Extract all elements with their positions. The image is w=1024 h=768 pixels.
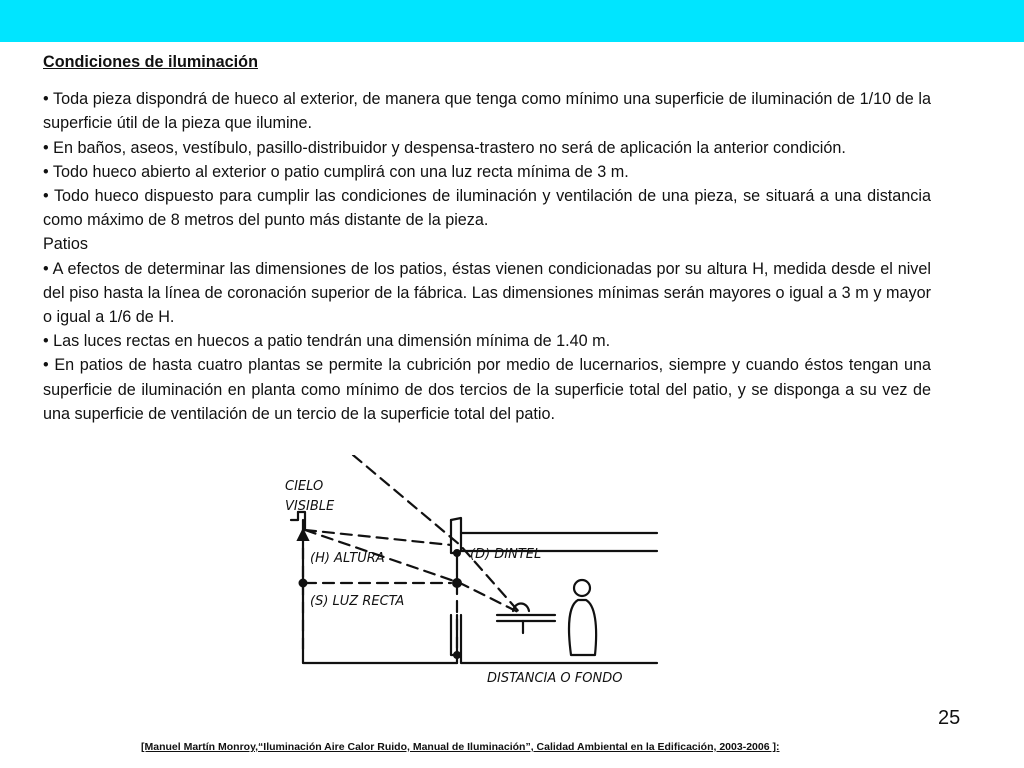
bullet-paragraph: • En baños, aseos, vestíbulo, pasillo-distribuidor y despensa-trastero no será de aplicación la anterior condición. [43, 138, 846, 157]
bullet-paragraph: • Todo hueco abierto al exterior o patio cumplirá con una luz recta mínima de 3 m. [43, 162, 629, 181]
page-number: 25 [938, 707, 961, 729]
label-cielo: CIELO [285, 479, 324, 494]
label-luz-recta: (S) LUZ RECTA [310, 594, 405, 609]
label-altura: (H) ALTURA [310, 551, 385, 566]
top-banner [0, 0, 1024, 42]
ground-line [303, 520, 457, 663]
lighting-diagram-sketch [265, 455, 665, 685]
bullet-paragraph: • A efectos de determinar las dimensiones de los patios, éstas vienen condicionadas por su altura H, medida desde el nivel del piso hasta la línea de coronación superior de la fábrica. Las dimensiones mínimas serán mayores o igual a 3 m y mayor o igual a 1/6 de H. [43, 259, 931, 327]
sketch-drawing [265, 455, 665, 685]
bullet-paragraph: • Todo hueco dispuesto para cumplir las condiciones de iluminación y ventilación de una pieza, se situará a una distancia como máximo de 8 metros del punto más distante de la pieza. [43, 187, 931, 230]
bullet-paragraph: • En patios de hasta cuatro plantas se permite la cubrición por medio de lucernarios, siempre y cuando éstos tengan una superficie de iluminación en planta como mínimo de dos tercios de la superficie total del patio, y se disponga a su vez de una superficie de ventilación de un tercio de la superficie total del patio. [43, 356, 931, 423]
point-s [300, 580, 307, 587]
person-figure [569, 600, 596, 655]
citation-footnote: [Manuel Martín Monroy,“Iluminación Aire Calor Ruido, Manual de Iluminación”, Calidad Ambiental en la Edificación, 2003-2006 ]: [141, 741, 780, 753]
bullet-paragraph: • Las luces rectas en huecos a patio tendrán una dimensión mínima de 1.40 m. [43, 332, 611, 351]
label-visible: VISIBLE [285, 499, 335, 514]
label-distancia: DISTANCIA O FONDO [487, 671, 623, 685]
subheading-patios: Patios [43, 235, 88, 254]
point-window [453, 579, 461, 587]
label-dintel: (D) DINTEL [470, 547, 542, 562]
content-area [43, 50, 931, 426]
section-heading: Condiciones de iluminación [43, 53, 258, 71]
bullet-paragraph: • Toda pieza dispondrá de hueco al exterior, de manera que tenga como mínimo una superficie de iluminación de 1/10 de la superficie útil de la pieza que ilumine. [43, 90, 931, 133]
room-floor [461, 615, 657, 663]
